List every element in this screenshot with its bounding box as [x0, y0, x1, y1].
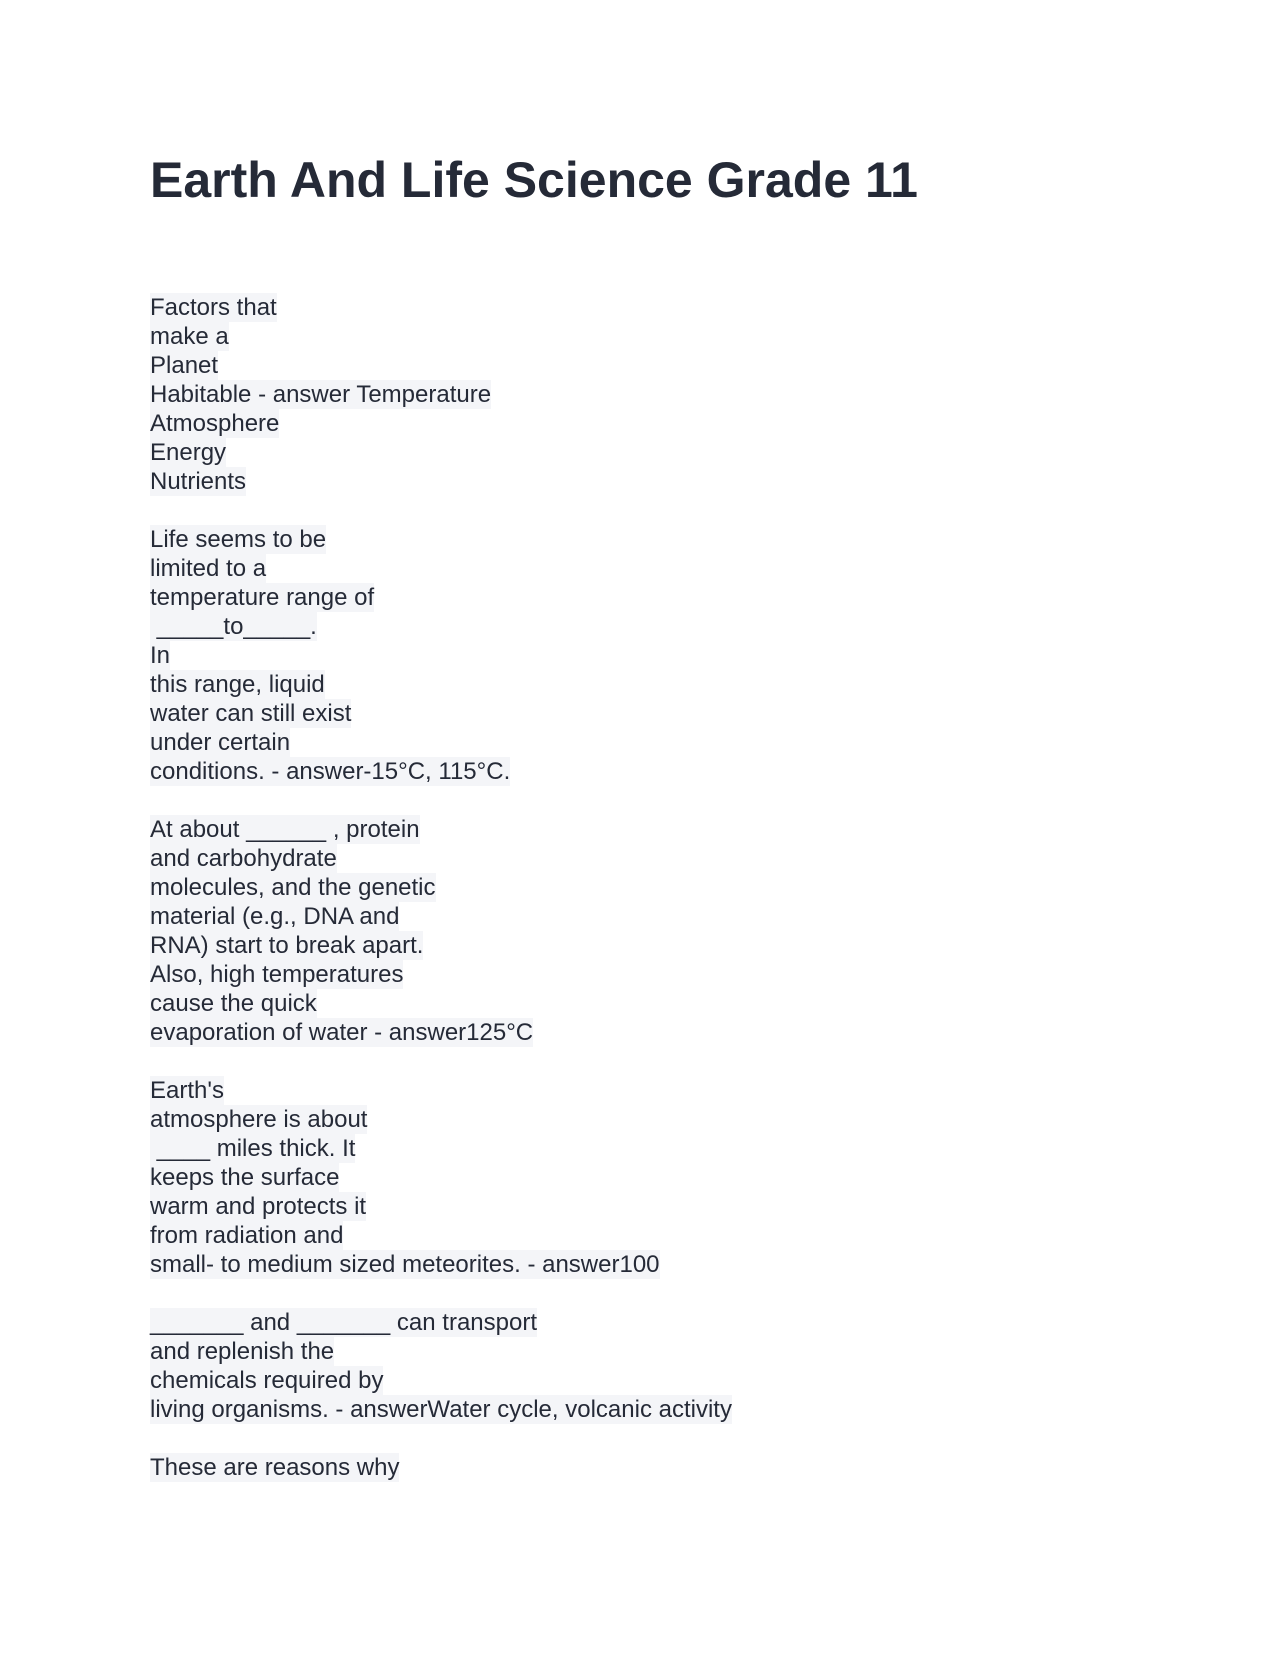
text-line: Energy — [150, 439, 227, 466]
text-line: Atmosphere — [150, 410, 280, 437]
text-line: Earth's — [150, 1077, 224, 1104]
text-line: conditions. - answer-15°C, 115°C. — [150, 758, 511, 785]
flashcard-chemical-transport — [150, 1308, 1150, 1424]
text-line: RNA) start to break apart. — [150, 932, 424, 959]
text-line: Nutrients — [150, 468, 247, 495]
text-line: At about ______ , protein — [150, 816, 420, 843]
text-line: Planet — [150, 352, 219, 379]
text-line: warm and protects it — [150, 1193, 367, 1220]
text-line: limited to a — [150, 555, 267, 582]
text-line: under certain — [150, 729, 291, 756]
document-body — [150, 293, 1150, 1511]
text-line: material (e.g., DNA and — [150, 903, 400, 930]
page-title: Earth And Life Science Grade 11 — [150, 152, 918, 208]
text-line: Also, high temperatures — [150, 961, 404, 988]
flashcard-atmosphere-thickness — [150, 1076, 1150, 1279]
flashcard-reasons — [150, 1453, 1150, 1482]
text-line: water can still exist — [150, 700, 352, 727]
text-line: _______ and _______ can transport — [150, 1309, 537, 1336]
text-line: and carbohydrate — [150, 845, 337, 872]
text-line: _____to_____. — [150, 613, 317, 640]
text-line: evaporation of water - answer125°C — [150, 1019, 534, 1046]
text-line: In — [150, 642, 171, 669]
text-line: cause the quick — [150, 990, 317, 1017]
text-line: living organisms. - answerWater cycle, volcanic activity — [150, 1396, 732, 1423]
text-line: molecules, and the genetic — [150, 874, 436, 901]
text-line: chemicals required by — [150, 1367, 384, 1394]
text-line: this range, liquid — [150, 671, 325, 698]
flashcard-temperature-range — [150, 525, 1150, 786]
text-line: small- to medium sized meteorites. - answer100 — [150, 1251, 660, 1278]
text-line: atmosphere is about — [150, 1106, 368, 1133]
text-line: from radiation and — [150, 1222, 344, 1249]
flashcard-molecule-breakdown — [150, 815, 1150, 1047]
text-line: Life seems to be — [150, 526, 327, 553]
text-line: and replenish the — [150, 1338, 335, 1365]
text-line: These are reasons why — [150, 1454, 400, 1481]
text-line: Factors that — [150, 294, 277, 321]
text-line: temperature range of — [150, 584, 375, 611]
text-line: keeps the surface — [150, 1164, 340, 1191]
text-line: make a — [150, 323, 229, 350]
flashcard-habitable-factors — [150, 293, 1150, 496]
text-line: Habitable - answer Temperature — [150, 381, 492, 408]
text-line: ____ miles thick. It — [150, 1135, 356, 1162]
